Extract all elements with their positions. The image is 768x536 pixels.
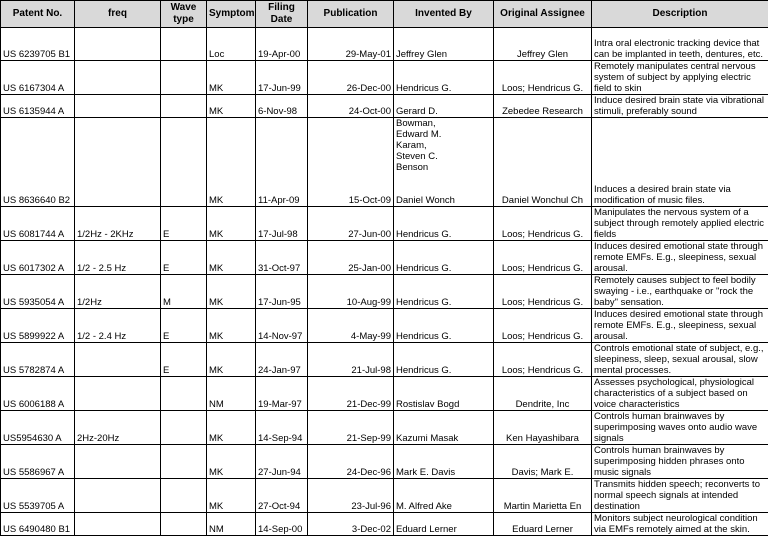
cell-invented-by: Kazumi Masak xyxy=(394,411,494,445)
cell-original-assignee: Martin Marietta En xyxy=(494,479,592,513)
cell-filing-date: 6-Nov-98 xyxy=(256,95,308,118)
cell-publication: 27-Jun-00 xyxy=(308,207,394,241)
cell-original-assignee: Loos; Hendricus G. xyxy=(494,61,592,95)
header-description: Description xyxy=(592,1,768,28)
cell-symptom: MK xyxy=(207,343,256,377)
cell-description: Transmits hidden speech; reconverts to normal speech signals at intended destination xyxy=(592,479,768,513)
cell-patent-no: US 6490480 B1 xyxy=(1,513,75,536)
cell-freq xyxy=(75,479,161,513)
cell-description: Induces desired emotional state through remote EMFs. E.g., sleepiness, sexual arousal. xyxy=(592,241,768,275)
cell-wave-type: E xyxy=(161,207,207,241)
cell-freq xyxy=(75,343,161,377)
table-row xyxy=(1,513,768,536)
header-invented-by: Invented By xyxy=(394,1,494,28)
cell-filing-date: 24-Jan-97 xyxy=(256,343,308,377)
cell-wave-type xyxy=(161,28,207,61)
cell-filing-date: 27-Jun-94 xyxy=(256,445,308,479)
cell-original-assignee: Ken Hayashibara xyxy=(494,411,592,445)
cell-patent-no: US 6081744 A xyxy=(1,207,75,241)
cell-invented-by: Hendricus G. xyxy=(394,275,494,309)
cell-wave-type xyxy=(161,411,207,445)
cell-symptom: MK xyxy=(207,207,256,241)
cell-freq: 2Hz-20Hz xyxy=(75,411,161,445)
cell-filing-date: 17-Jun-99 xyxy=(256,61,308,95)
cell-filing-date: 17-Jun-95 xyxy=(256,275,308,309)
cell-description: Induce desired brain state via vibrational stimuli, preferably sound xyxy=(592,95,768,118)
cell-publication: 3-Dec-02 xyxy=(308,513,394,536)
table-row xyxy=(1,377,768,411)
cell-description: Assesses psychological, physiological characteristics of a subject based on voice characteristics xyxy=(592,377,768,411)
cell-patent-no: US 5586967 A xyxy=(1,445,75,479)
cell-description: Monitors subject neurological condition via EMFs remotely aimed at the skin. xyxy=(592,513,768,536)
cell-filing-date: 17-Jul-98 xyxy=(256,207,308,241)
cell-patent-no: US 6006188 A xyxy=(1,377,75,411)
table-row xyxy=(1,479,768,513)
cell-freq: 1/2Hz - 2KHz xyxy=(75,207,161,241)
cell-publication: 15-Oct-09 xyxy=(308,118,394,207)
table-row xyxy=(1,241,768,275)
cell-publication: 23-Jul-96 xyxy=(308,479,394,513)
cell-freq xyxy=(75,118,161,207)
cell-description: Controls human brainwaves by superimposing waves onto audio wave signals xyxy=(592,411,768,445)
cell-wave-type xyxy=(161,445,207,479)
cell-original-assignee: Loos; Hendricus G. xyxy=(494,275,592,309)
cell-description: Induces a desired brain state via modification of music files. xyxy=(592,118,768,207)
cell-patent-no: US 6239705 B1 xyxy=(1,28,75,61)
cell-original-assignee: Loos; Hendricus G. xyxy=(494,241,592,275)
cell-wave-type: E xyxy=(161,343,207,377)
table-row xyxy=(1,28,768,61)
cell-publication: 26-Dec-00 xyxy=(308,61,394,95)
table-row xyxy=(1,61,768,95)
table-row xyxy=(1,309,768,343)
cell-wave-type xyxy=(161,513,207,536)
cell-description: Intra oral electronic tracking device that can be implanted in teeth, dentures, etc. xyxy=(592,28,768,61)
cell-publication: 21-Jul-98 xyxy=(308,343,394,377)
table-row xyxy=(1,275,768,309)
cell-freq xyxy=(75,445,161,479)
cell-filing-date: 14-Sep-94 xyxy=(256,411,308,445)
cell-patent-no: US 6135944 A xyxy=(1,95,75,118)
cell-symptom: Loc xyxy=(207,28,256,61)
header-wave-type: Wave type xyxy=(161,1,207,28)
cell-original-assignee: Zebedee Research xyxy=(494,95,592,118)
cell-publication: 21-Dec-99 xyxy=(308,377,394,411)
cell-patent-no: US5954630 A xyxy=(1,411,75,445)
cell-filing-date: 11-Apr-09 xyxy=(256,118,308,207)
cell-freq xyxy=(75,61,161,95)
cell-description: Induces desired emotional state through remote EMFs. E.g., sleepiness, sexual arousal. xyxy=(592,309,768,343)
cell-patent-no: US 6017302 A xyxy=(1,241,75,275)
cell-filing-date: 31-Oct-97 xyxy=(256,241,308,275)
cell-filing-date: 14-Sep-00 xyxy=(256,513,308,536)
cell-patent-no: US 8636640 B2 xyxy=(1,118,75,207)
cell-symptom: MK xyxy=(207,309,256,343)
header-original-assignee: Original Assignee xyxy=(494,1,592,28)
cell-freq xyxy=(75,513,161,536)
cell-freq xyxy=(75,28,161,61)
cell-symptom: MK xyxy=(207,275,256,309)
cell-original-assignee: Loos; Hendricus G. xyxy=(494,343,592,377)
cell-publication: 24-Oct-00 xyxy=(308,95,394,118)
table-row xyxy=(1,118,768,207)
table-row xyxy=(1,343,768,377)
cell-patent-no: US 5782874 A xyxy=(1,343,75,377)
cell-description: Remotely manipulates central nervous system of subject by applying electric field to skin xyxy=(592,61,768,95)
cell-wave-type xyxy=(161,118,207,207)
cell-wave-type xyxy=(161,479,207,513)
cell-filing-date: 27-Oct-94 xyxy=(256,479,308,513)
cell-invented-by: Bowman, Edward M. Karam, Steven C. Benson Daniel Wonch xyxy=(394,118,494,207)
cell-symptom: MK xyxy=(207,241,256,275)
cell-freq xyxy=(75,377,161,411)
cell-original-assignee: Loos; Hendricus G. xyxy=(494,309,592,343)
cell-publication: 25-Jan-00 xyxy=(308,241,394,275)
cell-freq: 1/2Hz xyxy=(75,275,161,309)
table-row xyxy=(1,445,768,479)
cell-patent-no: US 6167304 A xyxy=(1,61,75,95)
cell-description: Manipulates the nervous system of a subject through remotely applied electric fields xyxy=(592,207,768,241)
table-row xyxy=(1,95,768,118)
cell-invented-by: Eduard Lerner xyxy=(394,513,494,536)
cell-symptom: MK xyxy=(207,445,256,479)
cell-invented-by: Hendricus G. xyxy=(394,309,494,343)
header-patent-no: Patent No. xyxy=(1,1,75,28)
cell-original-assignee: Davis; Mark E. xyxy=(494,445,592,479)
cell-invented-by: Mark E. Davis xyxy=(394,445,494,479)
cell-filing-date: 19-Apr-00 xyxy=(256,28,308,61)
cell-invented-by: Gerard D. xyxy=(394,95,494,118)
cell-original-assignee: Dendrite, Inc xyxy=(494,377,592,411)
cell-wave-type: E xyxy=(161,309,207,343)
cell-publication: 21-Sep-99 xyxy=(308,411,394,445)
cell-invented-by: Hendricus G. xyxy=(394,343,494,377)
cell-symptom: NM xyxy=(207,377,256,411)
cell-wave-type xyxy=(161,377,207,411)
cell-invented-by: Hendricus G. xyxy=(394,207,494,241)
table-row xyxy=(1,207,768,241)
cell-publication: 4-May-99 xyxy=(308,309,394,343)
header-filing-date: Filing Date xyxy=(256,1,308,28)
cell-patent-no: US 5539705 A xyxy=(1,479,75,513)
cell-patent-no: US 5899922 A xyxy=(1,309,75,343)
cell-invented-by: Rostislav Bogd xyxy=(394,377,494,411)
cell-publication: 10-Aug-99 xyxy=(308,275,394,309)
cell-invented-by: Jeffrey Glen xyxy=(394,28,494,61)
cell-wave-type xyxy=(161,61,207,95)
table-row xyxy=(1,411,768,445)
header-publication: Publication xyxy=(308,1,394,28)
cell-description: Controls emotional state of subject, e.g., sleepiness, sleep, sexual arousal, slow mental processes. xyxy=(592,343,768,377)
cell-original-assignee: Daniel Wonchul Ch xyxy=(494,118,592,207)
cell-wave-type: M xyxy=(161,275,207,309)
table-body xyxy=(1,28,768,536)
cell-patent-no: US 5935054 A xyxy=(1,275,75,309)
cell-symptom: NM xyxy=(207,513,256,536)
cell-original-assignee: Jeffrey Glen xyxy=(494,28,592,61)
cell-freq: 1/2 - 2.5 Hz xyxy=(75,241,161,275)
header-symptom: Symptom xyxy=(207,1,256,28)
cell-publication: 29-May-01 xyxy=(308,28,394,61)
cell-freq: 1/2 - 2.4 Hz xyxy=(75,309,161,343)
cell-wave-type: E xyxy=(161,241,207,275)
cell-symptom: MK xyxy=(207,479,256,513)
cell-original-assignee: Eduard Lerner xyxy=(494,513,592,536)
cell-symptom: MK xyxy=(207,95,256,118)
cell-wave-type xyxy=(161,95,207,118)
header-row xyxy=(1,1,768,28)
cell-symptom: MK xyxy=(207,118,256,207)
cell-invented-by: Hendricus G. xyxy=(394,241,494,275)
cell-invented-by: Hendricus G. xyxy=(394,61,494,95)
cell-publication: 24-Dec-96 xyxy=(308,445,394,479)
cell-symptom: MK xyxy=(207,61,256,95)
cell-filing-date: 19-Mar-97 xyxy=(256,377,308,411)
cell-filing-date: 14-Nov-97 xyxy=(256,309,308,343)
cell-original-assignee: Loos; Hendricus G. xyxy=(494,207,592,241)
cell-freq xyxy=(75,95,161,118)
cell-symptom: MK xyxy=(207,411,256,445)
cell-description: Remotely causes subject to feel bodily swaying - i.e., earthquake or "rock the baby" sensation. xyxy=(592,275,768,309)
cell-invented-by: M. Alfred Ake xyxy=(394,479,494,513)
cell-description: Controls human brainwaves by superimposing hidden phrases onto music signals xyxy=(592,445,768,479)
header-freq: freq xyxy=(75,1,161,28)
